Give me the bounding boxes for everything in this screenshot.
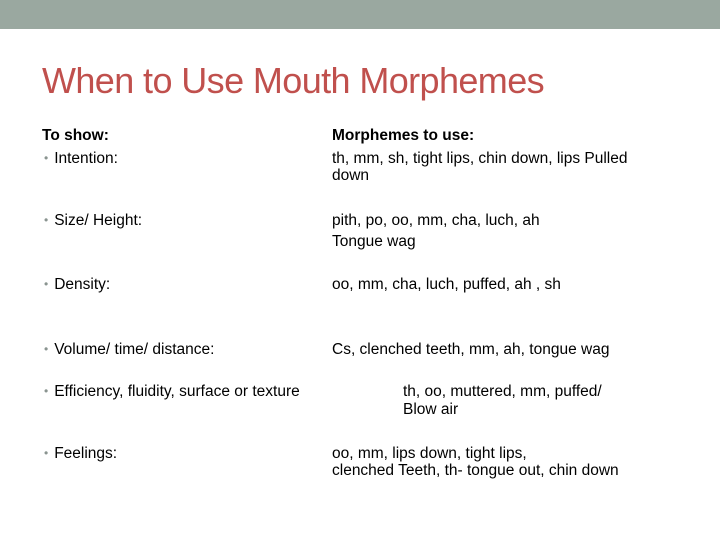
row-label-text: Density: (54, 276, 111, 293)
row-value-line: oo, mm, lips down, tight lips, (332, 445, 527, 462)
slide-title: When to Use Mouth Morphemes (42, 60, 545, 101)
row-value-line: th, mm, sh, tight lips, chin down, lips Pulled (332, 150, 628, 167)
row-value-line: clenched Teeth, th- tongue out, chin down (332, 462, 619, 479)
row-value-line: Tongue wag (332, 233, 416, 250)
row-value-line: oo, mm, cha, luch, puffed, ah , sh (332, 276, 561, 293)
row-label-text: Intention: (54, 150, 118, 167)
row-label-volume-time-distance (44, 341, 214, 359)
row-label-size-height (44, 212, 142, 230)
row-value-line: Blow air (403, 401, 459, 418)
row-label-intention (44, 150, 118, 168)
left-column-header: To show: (42, 127, 109, 144)
row-label-feelings (44, 445, 117, 463)
top-banner (0, 0, 720, 29)
row-label-text: Volume/ time/ distance: (54, 341, 215, 358)
bullet-icon: • (44, 151, 49, 165)
row-label-text: Size/ Height: (54, 212, 143, 229)
row-value-line: th, oo, muttered, mm, puffed/ (403, 383, 602, 400)
right-column-header: Morphemes to use: (332, 127, 475, 144)
bullet-icon: • (44, 342, 49, 356)
row-value-line: pith, po, oo, mm, cha, luch, ah (332, 212, 540, 229)
row-label-text: Feelings: (54, 445, 118, 462)
row-label-efficiency (44, 383, 300, 401)
bullet-icon: • (44, 277, 49, 291)
bullet-icon: • (44, 384, 49, 398)
bullet-icon: • (44, 213, 49, 227)
row-value-line: down (332, 167, 370, 184)
row-label-density (44, 276, 110, 294)
row-label-text: Efficiency, fluidity, surface or texture (54, 383, 300, 400)
bullet-icon: • (44, 446, 49, 460)
row-value-line: Cs, clenched teeth, mm, ah, tongue wag (332, 341, 610, 358)
